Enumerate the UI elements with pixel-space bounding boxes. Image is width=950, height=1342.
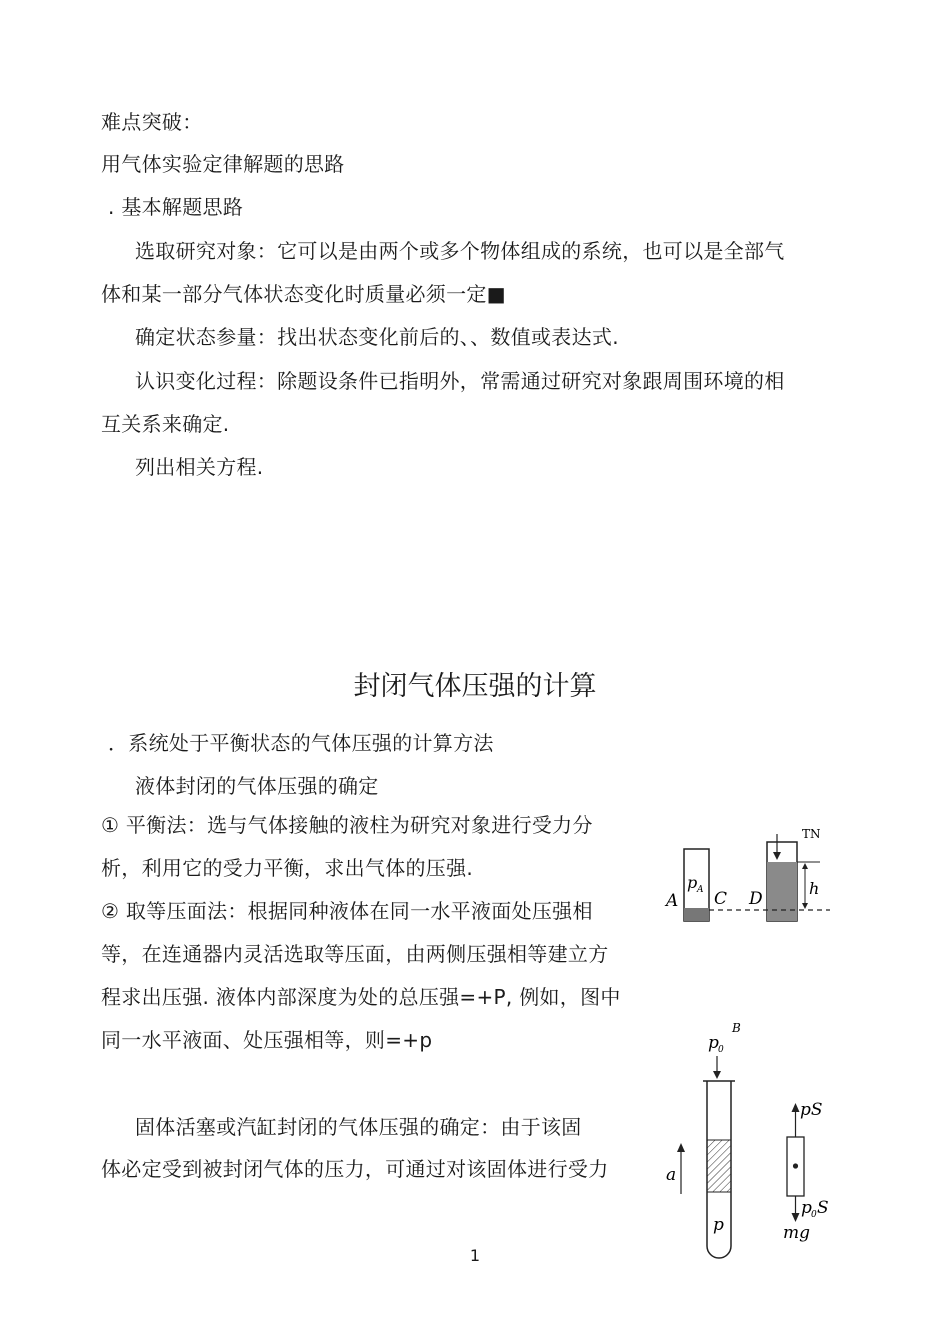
method2-line2: 等，在连通器内灵活选取等压面，由两侧压强相等建立方 [101,942,609,966]
label-D: D [749,889,763,909]
label-h: h [809,879,820,898]
label-a: a [666,1165,677,1185]
label-corner: TN [802,827,821,841]
label-pA: p [687,873,698,892]
label-p0S: p [801,1198,812,1218]
label-pA-sub: A [697,885,704,895]
para-process-2: 互关系来确定. [101,412,230,436]
figure-connected-vessels [660,820,830,930]
method1-line1: ① 平衡法：选与气体接触的液柱为研究对象进行受力分 [101,813,593,837]
method2-line1: ② 取等压面法：根据同种液体在同一水平液面处压强相 [101,899,593,923]
subheading-approach: 用气体实验定律解题的思路 [101,152,345,176]
heading-difficulty: 难点突破： [101,110,203,134]
label-pS: pS [800,1100,823,1120]
figure-tube-piston [660,1018,850,1263]
label-p0S-tail: S [817,1198,829,1218]
solid-sealed-line1: 固体活塞或汽缸封闭的气体压强的确定：由于该固 [135,1115,582,1139]
method2-line3: 程求出压强. 液体内部深度为处的总压强=+P, 例如，图中 [101,985,621,1009]
method1-line2: 析，利用它的受力平衡，求出气体的压强. [101,856,474,880]
para-select-object-1: 选取研究对象：它可以是由两个或多个物体组成的系统，也可以是全部气 [135,239,785,263]
label-A: A [666,891,679,911]
label-B: B [732,1021,741,1035]
item-equilibrium-method: ．系统处于平衡状态的气体压强的计算方法 [108,731,494,755]
label-p0: p [708,1033,719,1053]
label-p: p [713,1215,724,1235]
label-C: C [714,889,728,909]
para-equations: 列出相关方程. [135,455,264,479]
label-p0-sub: 0 [718,1045,724,1055]
subitem-liquid-sealed: 液体封闭的气体压强的确定 [135,774,379,798]
label-mg: mg [783,1223,811,1243]
para-select-object-2: 体和某一部分气体状态变化时质量必须一定■ [101,282,506,306]
solid-sealed-line2: 体必定受到被封闭气体的压力，可通过对该固体进行受力 [101,1157,609,1181]
section-title: 封闭气体压强的计算 [353,671,597,702]
para-state-params: 确定状态参量：找出状态变化前后的、、数值或表达式. [135,325,619,349]
method2-line4: 同一水平液面、处压强相等，则=+p [101,1028,433,1052]
para-process-1: 认识变化过程：除题设条件已指明外，常需通过研究对象跟周围环境的相 [135,369,785,393]
page-number: 1 [469,1246,481,1265]
label-p0S-sub: 0 [811,1210,817,1220]
item-basic-approach: . 基本解题思路 [108,195,244,219]
